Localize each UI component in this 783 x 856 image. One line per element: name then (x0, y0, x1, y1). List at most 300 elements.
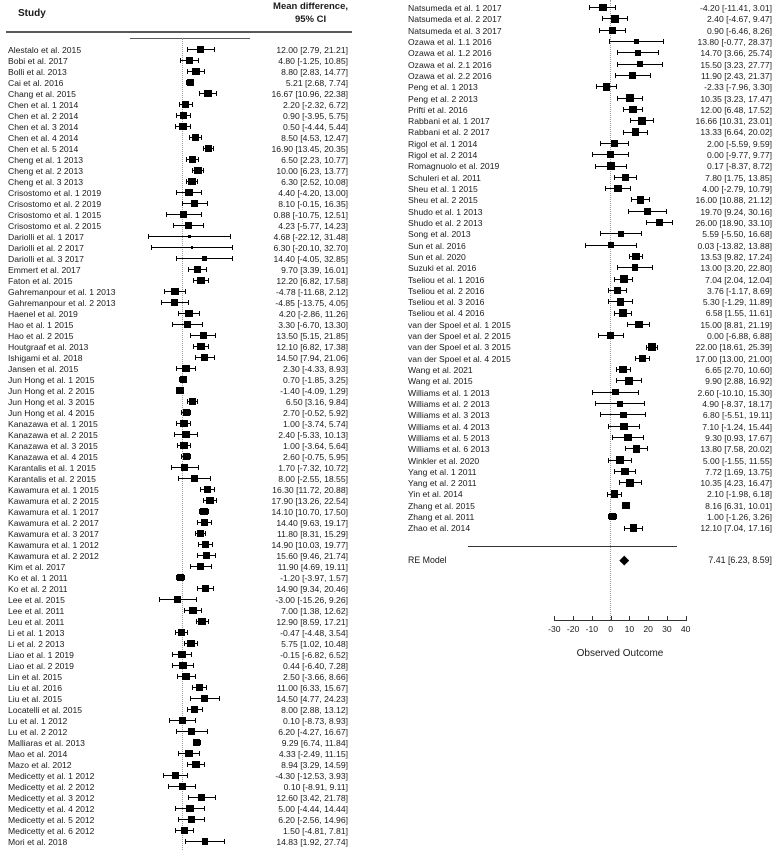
estimate-text: 13.50 [5.15, 21.85] (276, 331, 348, 341)
ci-right-cap (190, 113, 191, 118)
ci-right-cap (192, 102, 193, 107)
ci-left-cap (176, 421, 177, 426)
study-row (6, 605, 352, 616)
ci-right-cap (191, 652, 192, 657)
ci-left-cap (627, 322, 628, 327)
ci-left-cap (180, 58, 181, 63)
ci-right-cap (190, 454, 191, 459)
ci-left-cap (625, 446, 626, 451)
study-label: Williams et al. 2 2013 (408, 398, 490, 409)
study-row (404, 477, 775, 488)
point-estimate-marker (204, 90, 212, 98)
ci-right-cap (625, 28, 626, 33)
estimate-text: -0.15 [-6.82, 6.52] (280, 650, 348, 660)
point-estimate-marker (626, 94, 634, 102)
ci-right-cap (190, 410, 191, 415)
estimate-text: 0.00 [-9.77, 9.77] (707, 150, 772, 161)
ci-plot-cell (128, 550, 252, 561)
study-label: Chen et al. 3 2014 (8, 122, 79, 132)
estimate-text: 0.90 [-6.46, 8.26] (707, 25, 772, 36)
ci-plot-cell (545, 217, 695, 228)
ci-left-cap (617, 50, 618, 55)
study-label: Haenel et al. 2019 (8, 309, 78, 319)
study-label: Zhao et al. 2014 (408, 523, 471, 534)
ci-left-cap (186, 157, 187, 162)
point-estimate-marker (202, 541, 210, 549)
ci-right-cap (204, 762, 205, 767)
x-tick-label: 40 (680, 624, 691, 634)
ci-plot-cell (128, 528, 252, 539)
study-label: Liu et al. 2016 (8, 683, 62, 693)
study-row (404, 194, 775, 205)
point-estimate-marker (185, 189, 192, 196)
study-label: Natsumeda et al. 1 2017 (408, 3, 502, 13)
study-row (6, 814, 352, 825)
study-label: Mori et al. 2018 (8, 837, 68, 847)
estimate-text: -0.47 [-4.48, 3.54] (280, 628, 348, 638)
estimate-text: 0.44 [-6.40, 7.28] (283, 661, 348, 671)
estimate-text: 0.50 [-4.44, 5.44] (283, 122, 348, 132)
study-row (404, 341, 775, 352)
ci-left-cap (187, 707, 188, 712)
ci-plot-cell (128, 506, 252, 517)
study-label: Medicetty et al. 4 2012 (8, 804, 95, 814)
study-label: van der Spoel et al. 1 2015 (408, 319, 511, 330)
estimate-text: -4.30 [-12.53, 3.93] (275, 771, 348, 781)
point-estimate-marker (648, 343, 656, 351)
point-estimate-marker (197, 277, 205, 285)
ci-plot-cell (545, 138, 695, 149)
ci-plot-cell (128, 297, 252, 308)
study-label: Crisostomo et al. 2 2015 (8, 221, 102, 231)
study-row (6, 341, 352, 352)
study-label: Bobi et al. 2017 (8, 56, 68, 66)
study-label: Crisostomo et al. 2 2019 (8, 199, 102, 209)
ci-right-cap (215, 795, 216, 800)
ci-plot-cell (128, 726, 252, 737)
study-row (404, 296, 775, 307)
ci-right-cap (206, 685, 207, 690)
ci-left-cap (595, 401, 596, 406)
study-label: Rabbani et al. 1 2017 (408, 116, 490, 127)
ci-right-cap (216, 91, 217, 96)
study-row (404, 240, 775, 251)
ci-plot-cell (545, 500, 695, 511)
point-estimate-marker (656, 219, 664, 227)
estimate-text: 13.53 [9.82, 17.24] (700, 251, 772, 262)
point-estimate-marker (611, 140, 619, 148)
study-label: Kawamura et al. 1 2015 (8, 485, 99, 495)
ci-plot-cell (545, 70, 695, 81)
ci-right-cap (643, 435, 644, 440)
estimate-text: 11.90 [2.43, 21.37] (700, 70, 772, 81)
ci-right-cap (631, 311, 632, 316)
ci-left-cap (195, 355, 196, 360)
ci-plot-cell (128, 715, 252, 726)
study-row (6, 363, 352, 374)
estimate-text: 2.70 [-0.52, 5.92] (283, 408, 348, 418)
ci-left-cap (592, 390, 593, 395)
point-estimate-marker (174, 596, 180, 602)
ci-plot-cell (545, 47, 695, 58)
ci-left-cap (616, 367, 617, 372)
study-row (6, 385, 352, 396)
ci-left-cap (196, 619, 197, 624)
point-estimate-marker (187, 640, 195, 648)
estimate-text: 0.90 [-3.95, 5.75] (283, 111, 348, 121)
study-row (6, 825, 352, 836)
ci-right-cap (219, 696, 220, 701)
estimate-text: 14.90 [9.34, 20.46] (276, 584, 348, 594)
study-label: Ozawa et al. 1.2 2016 (408, 48, 492, 59)
study-row (6, 671, 352, 682)
estimate-text: 15.50 [3.23, 27.77] (700, 59, 772, 70)
estimate-text: 0.03 [-13.82, 13.88] (697, 240, 772, 251)
study-row (6, 726, 352, 737)
study-label: Medicetty et al. 5 2012 (8, 815, 95, 825)
point-estimate-marker (614, 185, 622, 193)
ci-plot-cell (128, 66, 252, 77)
ci-right-cap (647, 446, 648, 451)
point-estimate-marker (180, 442, 188, 450)
ci-plot-cell (128, 385, 252, 396)
estimate-text: 5.00 [-1.55, 11.55] (702, 455, 772, 466)
study-row (404, 522, 775, 533)
ci-plot-cell (545, 93, 695, 104)
ci-plot-cell (128, 704, 252, 715)
ci-left-cap (193, 278, 194, 283)
ci-plot-cell (128, 198, 252, 209)
x-tick-label: -30 (548, 624, 561, 634)
ci-left-cap (187, 69, 188, 74)
point-estimate-marker (183, 453, 191, 461)
ci-right-cap (644, 401, 645, 406)
ci-left-cap (178, 476, 179, 481)
ci-right-cap (187, 630, 188, 635)
study-row (404, 81, 775, 92)
effect-column-header-line1: Mean difference, (273, 1, 348, 12)
point-estimate-marker (183, 409, 191, 417)
estimate-text: 13.80 [7.58, 20.02] (700, 444, 772, 455)
ci-left-cap (600, 412, 601, 417)
study-row (6, 715, 352, 726)
ci-plot-cell (545, 398, 695, 409)
study-label: Jun Hong et al. 4 2015 (8, 408, 95, 418)
study-label: Cheng et al. 1 2013 (8, 155, 84, 165)
ci-right-cap (197, 399, 198, 404)
study-row (6, 418, 352, 429)
estimate-text: 8.10 [-0.15, 16.35] (278, 199, 348, 209)
estimate-text: 0.10 [-8.73, 8.93] (283, 716, 348, 726)
estimate-text: 6.58 [1.55, 11.61] (705, 308, 772, 319)
estimate-text: 0.00 [-6.88, 6.88] (707, 331, 772, 342)
ci-left-cap (614, 175, 615, 180)
study-label: Kanazawa et al. 1 2015 (8, 419, 98, 429)
point-estimate-marker (194, 167, 202, 175)
point-estimate-marker (180, 211, 186, 217)
study-row (6, 264, 352, 275)
ci-plot-cell (545, 115, 695, 126)
point-estimate-marker (197, 530, 205, 538)
study-label: Williams et al. 3 2013 (408, 410, 490, 421)
estimate-text: 2.00 [-5.59, 9.59] (707, 138, 772, 149)
ci-right-cap (666, 209, 667, 214)
ci-right-cap (207, 201, 208, 206)
study-label: Cheng et al. 2 2013 (8, 166, 84, 176)
point-estimate-marker (178, 651, 186, 659)
study-label: Dariolli et al. 3 2017 (8, 254, 84, 264)
ci-left-cap (163, 773, 164, 778)
ci-left-cap (184, 608, 185, 613)
point-estimate-marker (607, 162, 614, 169)
estimate-text: -4.85 [-13.75, 4.05] (275, 298, 348, 308)
ci-left-cap (188, 795, 189, 800)
study-row (404, 364, 775, 375)
study-row (6, 88, 352, 99)
ci-plot-cell (545, 364, 695, 375)
estimate-text: 14.83 [1.92, 27.74] (276, 837, 348, 847)
study-row (6, 539, 352, 550)
ci-left-cap (192, 168, 193, 173)
study-label: Sun et al. 2020 (408, 251, 466, 262)
estimate-text: 8.94 [3.29, 14.59] (281, 760, 348, 770)
estimate-text: 10.35 [3.23, 17.47] (700, 93, 772, 104)
study-label: Yang et al. 1 2011 (408, 466, 477, 477)
point-estimate-marker (201, 519, 209, 527)
study-label: Jun Hong et al. 3 2015 (8, 397, 95, 407)
ci-left-cap (159, 597, 160, 602)
ci-left-cap (599, 28, 600, 33)
ci-right-cap (652, 265, 653, 270)
study-row (6, 528, 352, 539)
ci-plot-cell (545, 285, 695, 296)
point-estimate-marker (621, 468, 629, 476)
study-row (6, 429, 352, 440)
ci-plot-cell (128, 803, 252, 814)
ci-left-cap (148, 234, 149, 239)
x-tick-label: 0 (608, 624, 614, 634)
ci-plot-cell (545, 296, 695, 307)
study-label: Chen et al. 1 2014 (8, 100, 79, 110)
x-tick (611, 616, 612, 621)
ci-right-cap (628, 152, 629, 157)
point-estimate-marker (178, 629, 186, 637)
point-estimate-marker (180, 112, 188, 120)
estimate-text: 7.04 [2.04, 12.04] (705, 274, 772, 285)
study-label: Kanazawa et al. 3 2015 (8, 441, 98, 451)
ci-plot-cell (128, 308, 252, 319)
point-estimate-marker (603, 83, 611, 91)
ci-plot-cell (128, 165, 252, 176)
study-row (404, 2, 775, 13)
study-label: Malliaras et al. 2013 (8, 738, 85, 748)
ci-left-cap (608, 299, 609, 304)
study-row (6, 44, 352, 55)
study-label: Li et al. 2 2013 (8, 639, 65, 649)
ci-left-cap (178, 311, 179, 316)
study-row (6, 462, 352, 473)
ci-right-cap (626, 288, 627, 293)
ci-right-cap (214, 487, 215, 492)
point-estimate-marker (632, 128, 640, 136)
study-label: Bolli et al. 2013 (8, 67, 67, 77)
ci-right-cap (195, 718, 196, 723)
study-label: Faton et al. 2015 (8, 276, 73, 286)
study-row (6, 319, 352, 330)
estimate-text: 26.00 [18.90, 33.10] (695, 217, 772, 228)
study-row (6, 451, 352, 462)
estimate-text: 5.75 [1.02, 10.48] (281, 639, 348, 649)
ci-plot-cell (545, 375, 695, 386)
study-row (6, 594, 352, 605)
ci-plot-cell (128, 88, 252, 99)
ci-right-cap (230, 234, 231, 239)
estimate-text: 19.70 [9.24, 30.16] (700, 206, 772, 217)
ci-plot-cell (128, 440, 252, 451)
right-study-rows (404, 2, 775, 534)
point-estimate-marker (202, 585, 210, 593)
estimate-text: 13.33 [6.64, 20.02] (700, 127, 772, 138)
ci-left-cap (179, 102, 180, 107)
point-estimate-marker (179, 783, 186, 790)
ci-right-cap (202, 322, 203, 327)
study-label: Schuleri et al. 2011 (408, 172, 481, 183)
estimate-text: 7.72 [1.69, 13.75] (705, 466, 772, 477)
point-estimate-marker (187, 79, 195, 87)
estimate-text: 12.10 [7.04, 17.16] (700, 523, 772, 534)
estimate-text: 5.59 [-5.50, 16.68] (702, 229, 772, 240)
study-row (6, 616, 352, 627)
ci-plot-cell (128, 825, 252, 836)
point-estimate-marker (638, 117, 646, 125)
study-row (404, 36, 775, 47)
study-row (6, 176, 352, 187)
point-estimate-marker (607, 332, 615, 340)
point-estimate-marker (644, 208, 651, 215)
estimate-text: 6.20 [-2.56, 14.96] (278, 815, 348, 825)
estimate-text: 8.00 [2.88, 13.12] (281, 705, 348, 715)
ci-plot-cell (545, 319, 695, 330)
ci-right-cap (198, 465, 199, 470)
point-estimate-marker (189, 156, 197, 164)
estimate-text: 9.30 [0.93, 17.67] (705, 432, 772, 443)
ci-right-cap (211, 564, 212, 569)
ci-right-cap (632, 299, 633, 304)
point-estimate-marker (191, 200, 198, 207)
study-row (404, 104, 775, 115)
study-row (6, 253, 352, 264)
point-estimate-marker (607, 151, 614, 158)
ci-plot-cell (128, 44, 252, 55)
study-row (404, 217, 775, 228)
estimate-text: 6.30 [-20.10, 32.70] (273, 243, 348, 253)
estimate-text: 4.80 [-1.25, 10.85] (278, 56, 348, 66)
estimate-text: 0.10 [-8.91, 9.11] (283, 782, 348, 792)
study-row (6, 473, 352, 484)
ci-left-cap (608, 458, 609, 463)
study-label: Gahremanpour et al. 1 2013 (8, 287, 116, 297)
ci-left-cap (177, 443, 178, 448)
study-label: Dariolli et al. 1 2017 (8, 232, 84, 242)
estimate-text: 6.20 [-4.27, 16.67] (278, 727, 348, 737)
estimate-text: 12.10 [6.82, 17.38] (276, 342, 348, 352)
study-row (404, 183, 775, 194)
study-label: Shudo et al. 2 2013 (408, 217, 483, 228)
point-estimate-marker (198, 618, 206, 626)
estimate-text: 1.70 [-7.32, 10.72] (278, 463, 348, 473)
ci-left-cap (596, 84, 597, 89)
ci-plot-cell (128, 110, 252, 121)
ci-left-cap (628, 209, 629, 214)
study-label: Karantalis et al. 2 2015 (8, 474, 96, 484)
ci-left-cap (187, 47, 188, 52)
point-estimate-marker (620, 275, 628, 283)
study-row (404, 70, 775, 81)
point-estimate-marker (629, 72, 636, 79)
estimate-text: -4.20 [-11.41, 3.01] (700, 3, 772, 13)
ci-plot-cell (545, 443, 695, 454)
ci-right-cap (205, 531, 206, 536)
ci-plot-cell (128, 759, 252, 770)
study-row (6, 517, 352, 528)
ci-right-cap (197, 179, 198, 184)
study-label: Sheu et al. 2 2015 (408, 195, 478, 206)
ci-right-cap (630, 367, 631, 372)
estimate-text: 3.30 [-6.70, 13.30] (278, 320, 348, 330)
ci-right-cap (621, 492, 622, 497)
study-label: Ko et al. 2 2011 (8, 584, 68, 594)
ci-plot-cell (545, 387, 695, 398)
point-estimate-marker (193, 739, 201, 747)
study-row (404, 93, 775, 104)
x-axis (545, 616, 695, 658)
point-estimate-marker (611, 15, 619, 23)
ci-plot-cell (128, 748, 252, 759)
study-label: Medicetty et al. 2 2012 (8, 782, 95, 792)
ci-right-cap (639, 424, 640, 429)
study-label: Mazo et al. 2012 (8, 760, 72, 770)
ci-plot-cell (545, 126, 695, 137)
point-estimate-marker (622, 502, 630, 510)
study-label: Wang et al. 2015 (408, 376, 473, 387)
ci-right-cap (210, 476, 211, 481)
ci-plot-cell (128, 154, 252, 165)
estimate-text: -2.33 [-7.96, 3.30] (704, 82, 772, 93)
study-row (6, 121, 352, 132)
estimate-text: 6.65 [2.70, 10.60] (705, 365, 772, 375)
ci-right-cap (185, 289, 186, 294)
point-estimate-marker (194, 266, 202, 274)
ci-right-cap (190, 443, 191, 448)
ci-left-cap (190, 696, 191, 701)
point-estimate-marker (188, 235, 191, 238)
study-label: Hao et al. 2 2015 (8, 331, 74, 341)
x-tick (554, 616, 555, 621)
ci-right-cap (615, 5, 616, 10)
ci-right-cap (623, 333, 624, 338)
ci-left-cap (177, 674, 178, 679)
study-row (404, 398, 775, 409)
estimate-text: 12.60 [3.42, 21.78] (276, 793, 348, 803)
ci-plot-cell (128, 517, 252, 528)
point-estimate-marker (180, 420, 188, 428)
study-row (404, 228, 775, 239)
estimate-text: 11.80 [8.31, 15.29] (276, 529, 348, 539)
ci-plot-cell (128, 429, 252, 440)
study-label: Karantalis et al. 1 2015 (8, 463, 96, 473)
study-label: Kawamura et al. 2 2017 (8, 518, 99, 528)
point-estimate-marker (616, 456, 624, 464)
